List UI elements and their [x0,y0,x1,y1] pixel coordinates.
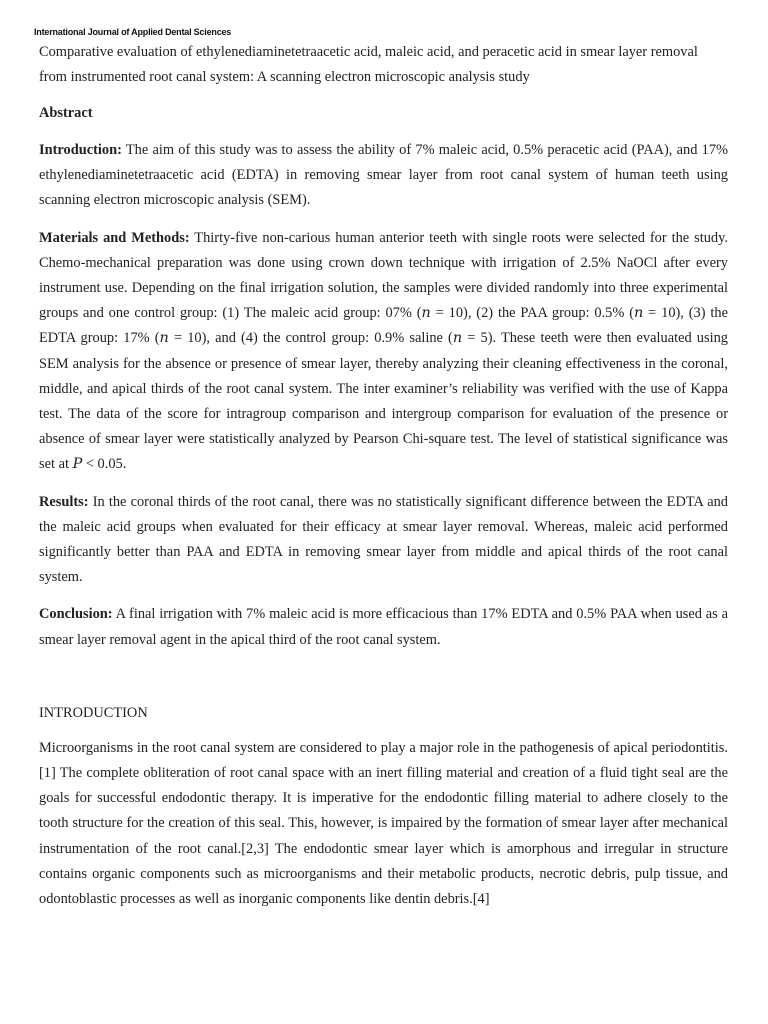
abstract-conclusion [39,602,728,652]
abstract-introduction [39,138,728,214]
methods-text: Thirty-five non-carious human anterior teeth with single roots were selected for the study. Chemo-mechanical preparation was done using crown down technique with irrigation of 2.5% NaOCl after every instrument use. Depending on the final irrigation solution, the samples were divided randomly into three experimental groups and one control group: (1) The maleic acid group: 07% (𝑛 = 10), (2) the PAA group: 0.5% (𝑛 = 10), (3) the EDTA group: 17% (𝑛 = 10), and (4) the control group: 0.9% saline (𝑛 = 5). These teeth were then evaluated using SEM analysis for the absence or presence of smear layer, thereby analyzing their cleaning effectiveness in the coronal, middle, and apical thirds of the root canal system. The inter examiner’s reliability was verified with the use of Kappa test. The data of the score for intragroup comparison and intergroup comparison for evaluation of the presence or absence of smear layer were statistically analyzed by Pearson Chi-square test. The level of statistical significance was set at 𝑃 < 0.05. [39,229,728,473]
abstract-methods [39,226,728,478]
abstract-heading: Abstract [39,105,93,121]
article-body [39,40,728,912]
results-label: Results: [39,493,89,510]
results-text: In the coronal thirds of the root canal, there was no statistically significant difference between the EDTA and the maleic acid groups when evaluated for their efficacy at smear layer removal. Whereas, maleic acid performed significantly better than PAA and EDTA in removing smear layer from middle and apical thirds of the root canal system. [39,493,728,586]
journal-name: International Journal of Applied Dental Sciences [34,27,232,37]
methods-label: Materials and Methods: [39,229,190,246]
introduction-label: Introduction: [39,142,122,158]
abstract-results [39,490,728,591]
introduction-body: Microorganisms in the root canal system are considered to play a major role in the pathogenesis of apical periodontitis.[1] The complete obliteration of root canal space with an inert filling material and creation of a fluid tight seal are the goals for successful endodontic therapy. It is imperative for the endodontic filling material to adhere closely to the tooth structure for the creation of this seal. This, however, is impaired by the formation of smear layer after mechanical instrumentation of the root canal.[2,3] The endodontic smear layer which is amorphous and irregular in structure contains organic components such as microorganisms and their metabolic products, necrotic debris, pulp tissue, and odontoblastic processes as well as inorganic components like dentin debris.[4] [39,739,728,908]
introduction-text: The aim of this study was to assess the ability of 7% maleic acid, 0.5% peracetic acid (PAA), and 17% ethylenediaminetetraacetic acid (EDTA) in removing smear layer from root canal system of human teeth using scanning electron microscopic analysis (SEM). [39,142,728,209]
conclusion-text: A final irrigation with 7% maleic acid is more efficacious than 17% EDTA and 0.5% PAA when used as a smear layer removal agent in the apical third of the root canal system. [39,606,728,648]
article-title: Comparative evaluation of ethylenediaminetetraacetic acid, maleic acid, and peracetic acid in smear layer removal from instrumented root canal system: A scanning electron microscopic analysis study [39,44,698,85]
introduction-heading: INTRODUCTION [39,704,148,721]
conclusion-label: Conclusion: [39,606,113,623]
